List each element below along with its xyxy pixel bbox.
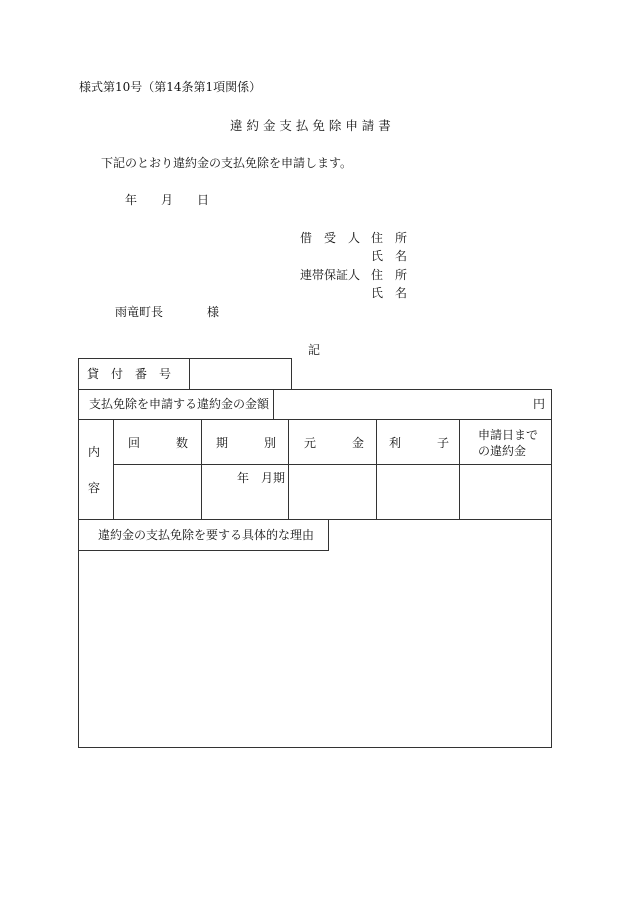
intro-text: 下記のとおり違約金の支払免除を申請します。	[101, 156, 353, 170]
col-divider-1	[113, 419, 114, 520]
guarantor-address-label: 住 所	[371, 268, 408, 282]
col-header-penalty-line1: 申請日まで	[478, 428, 539, 442]
naiyo-label-bottom: 容	[88, 481, 101, 495]
col-header-ganjkin: 元 金	[304, 436, 365, 450]
naiyo-label-top: 内	[88, 445, 101, 459]
yen-label: 円	[533, 397, 546, 411]
guarantor-name-label: 氏 名	[371, 286, 408, 300]
ki-heading: 記	[308, 343, 321, 357]
loan-number-label: 貸 付 番 号	[87, 367, 172, 381]
col-header-kibetsu: 期 別	[216, 436, 277, 450]
borrower-address-label: 住 所	[371, 231, 408, 245]
amount-divider	[273, 389, 274, 419]
col-divider-5	[459, 419, 460, 520]
col-header-kaisu: 回 数	[128, 436, 189, 450]
guarantor-label: 連帯保証人	[300, 268, 361, 282]
loan-number-divider	[189, 358, 190, 390]
borrower-label: 借 受 人	[300, 231, 361, 245]
borrower-name-label: 氏 名	[371, 249, 408, 263]
col-divider-4	[376, 419, 377, 520]
col-header-penalty-line2: の違約金	[478, 444, 527, 458]
year-period-label: 年 月期	[237, 471, 286, 485]
col-divider-3	[288, 419, 289, 520]
amount-label: 支払免除を申請する違約金の金額	[89, 397, 270, 411]
reason-frame	[78, 519, 552, 748]
mayor-addressee: 雨竜町長	[115, 305, 164, 319]
date-year-label: 年	[125, 193, 138, 207]
col-divider-2	[201, 419, 202, 520]
form-number: 様式第10号（第14条第1項関係）	[79, 80, 262, 94]
date-day-label: 日	[197, 193, 210, 207]
amount-row-divider	[78, 419, 552, 420]
reason-label: 違約金の支払免除を要する具体的な理由	[98, 528, 315, 542]
header-row-divider	[113, 464, 552, 465]
honorific-sama: 様	[207, 305, 220, 319]
col-header-rishi: 利 子	[389, 436, 450, 450]
date-month-label: 月	[161, 193, 174, 207]
document-title: 違 約 金 支 払 免 除 申 請 書	[230, 118, 391, 133]
